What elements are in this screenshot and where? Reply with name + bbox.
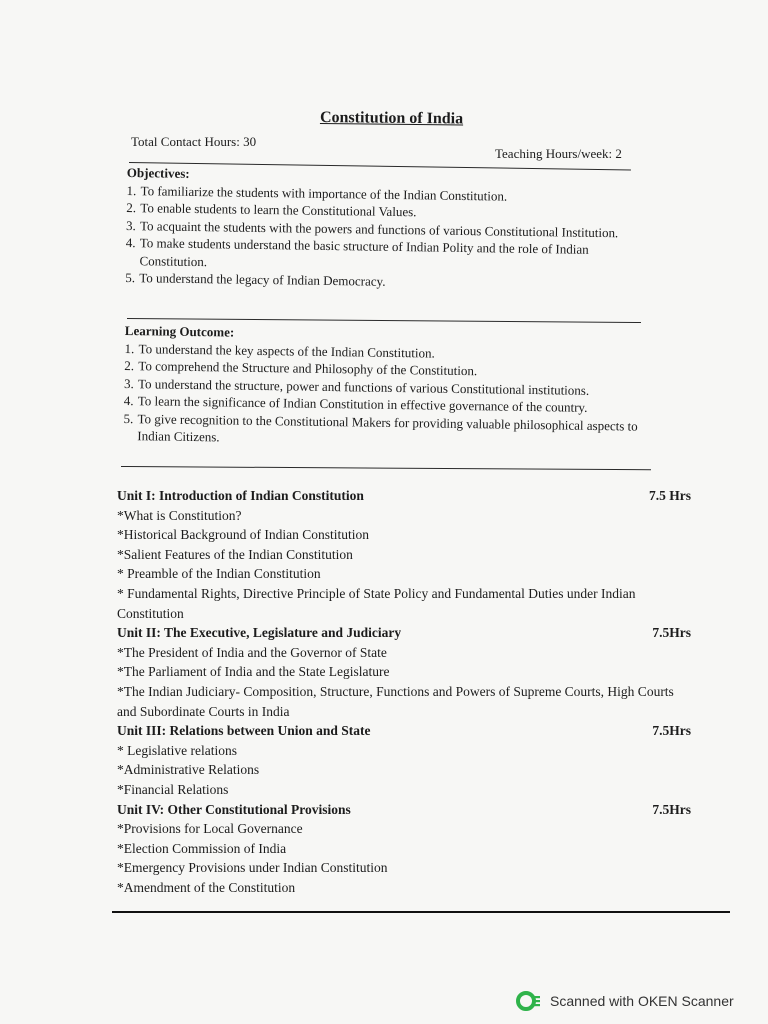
scanner-watermark-text: Scanned with OKEN Scanner — [550, 993, 734, 1009]
unit-hours: 7.5 Hrs — [649, 488, 691, 503]
unit-header — [117, 800, 693, 820]
learning-outcome-item-text: To understand the structure, power and functions of various Constitutional institutions. — [137, 375, 590, 398]
unit-title: Unit II: The Executive, Legislature and Judiciary — [117, 625, 402, 641]
learning-outcome-list — [123, 339, 664, 452]
unit-topic: * Legislative relations — [117, 742, 237, 758]
objectives-list — [125, 181, 637, 294]
learning-outcome-item-text: To learn the significance of Indian Constitution in effective governance of the country. — [137, 393, 588, 415]
unit-topic: *The Indian Judiciary- Composition, Structure, Functions and Powers of Supreme Courts, High Courts and Subordinate Courts in India — [117, 683, 674, 719]
unit-topic: *Provisions for Local Governance — [117, 821, 303, 837]
document-title: Constitution of India — [319, 109, 464, 128]
objective-item-text: To understand the legacy of Indian Democracy. — [139, 270, 386, 289]
unit-hours: 7.5Hrs — [652, 801, 691, 817]
objective-item-number: 1. — [126, 182, 137, 198]
learning-outcome-item-number: 1. — [124, 340, 135, 356]
objective-item-text: To acquaint the students with the powers and functions of various Constitutional Institution. — [139, 217, 619, 240]
unit-topic: *The Parliament of India and the State Legislature — [117, 664, 390, 680]
divider-bottom — [112, 911, 730, 913]
oken-scanner-logo-icon — [516, 990, 542, 1012]
learning-outcome-item-text: To understand the key aspects of the Indian Constitution. — [138, 340, 435, 361]
units-section — [117, 486, 693, 897]
unit-title: Unit IV: Other Constitutional Provisions — [117, 801, 351, 817]
objective-item-number: 3. — [125, 217, 136, 233]
unit-topic: *Election Commission of India — [117, 840, 287, 856]
unit-topic: *Emergency Provisions under Indian Constitution — [117, 860, 388, 876]
unit-title: Unit III: Relations between Union and State — [117, 723, 371, 739]
unit-title: Unit I: Introduction of Indian Constitution — [117, 488, 364, 503]
learning-outcome-heading: Learning Outcome: — [124, 322, 235, 340]
learning-outcome-item-number: 4. — [123, 392, 134, 409]
objective-item-text: To familiarize the students with importance of the Indian Constitution. — [140, 182, 508, 204]
objectives-section — [125, 164, 637, 294]
total-contact-hours: Total Contact Hours: 30 — [131, 134, 257, 149]
objective-item-text: To make students understand the basic structure of Indian Polity and the role of Indian Constitution. — [139, 235, 589, 269]
unit-topic: * Fundamental Rights, Directive Principle of State Policy and Fundamental Duties under Indian Constitution — [117, 585, 636, 621]
unit-header — [117, 721, 693, 741]
scanner-watermark — [516, 990, 734, 1012]
unit-header — [117, 486, 693, 506]
learning-outcome-item — [123, 409, 663, 452]
divider-outcome — [121, 466, 651, 470]
objective-item-text: To enable students to learn the Constitutional Values. — [140, 200, 417, 220]
unit-topic: *Salient Features of the Indian Constitution — [117, 546, 353, 562]
unit-header — [117, 623, 693, 643]
unit-topic: *What is Constitution? — [117, 507, 242, 523]
learning-outcome-item-number: 5. — [123, 410, 134, 426]
unit-topic: *The President of India and the Governor of State — [117, 644, 387, 660]
unit-topic: *Historical Background of Indian Constitution — [117, 527, 369, 543]
unit-hours: 7.5Hrs — [652, 625, 691, 641]
objective-item-number: 2. — [126, 199, 137, 216]
objective-item-number: 5. — [125, 269, 136, 286]
unit-hours: 7.5Hrs — [652, 723, 691, 739]
objective-item-number: 4. — [125, 234, 136, 251]
learning-outcome-item-text: To comprehend the Structure and Philosophy of the Constitution. — [138, 358, 478, 379]
learning-outcome-item-text: To give recognition to the Constitutional Makers for providing valuable philosophical aspects to Indian Citizens. — [137, 410, 638, 445]
teaching-hours-per-week: Teaching Hours/week: 2 — [495, 146, 622, 161]
learning-outcome-section — [123, 322, 665, 452]
unit-topic: *Amendment of the Constitution — [117, 879, 296, 895]
unit-topic: *Financial Relations — [117, 781, 229, 797]
learning-outcome-item-number: 3. — [123, 375, 134, 391]
unit-topic: * Preamble of the Indian Constitution — [117, 566, 321, 582]
learning-outcome-item-number: 2. — [124, 357, 135, 374]
objectives-heading: Objectives: — [126, 164, 190, 181]
unit-topic: *Administrative Relations — [117, 762, 260, 778]
